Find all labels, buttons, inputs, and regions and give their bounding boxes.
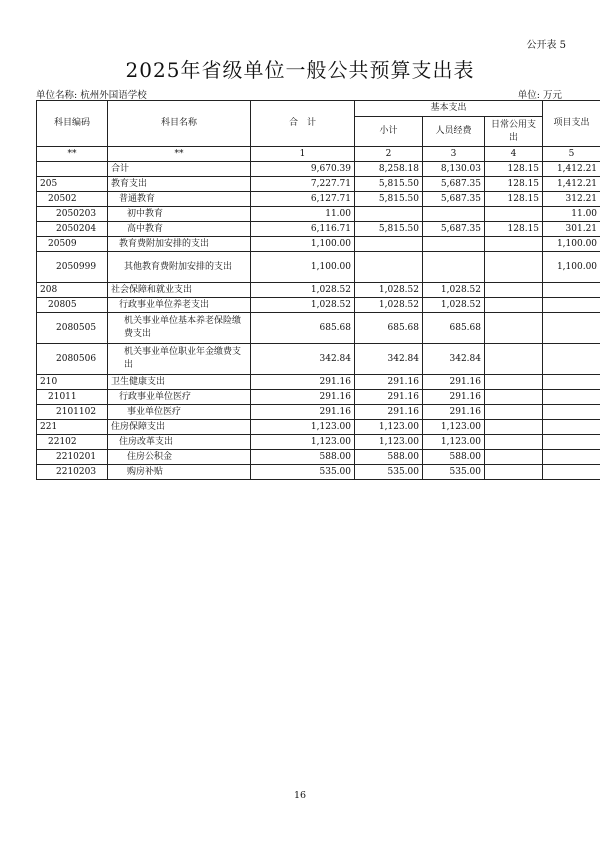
table-row: [37, 283, 600, 298]
row-personnel: 1,123.00: [423, 420, 485, 435]
row-code: [37, 162, 108, 177]
row-name: 住房公积金: [108, 450, 251, 465]
row-total: 342.84: [251, 344, 355, 375]
table-row: [37, 390, 600, 405]
table-row: [37, 237, 600, 252]
table-row: [37, 207, 600, 222]
row-personnel: 8,130.03: [423, 162, 485, 177]
row-public: [485, 465, 543, 480]
row-project: [543, 283, 600, 298]
row-personnel: 535.00: [423, 465, 485, 480]
table-row: [37, 192, 600, 207]
row-name: 普通教育: [108, 192, 251, 207]
row-subtotal: 342.84: [355, 344, 423, 375]
row-project: [543, 405, 600, 420]
row-total: 11.00: [251, 207, 355, 222]
row-subtotal: 5,815.50: [355, 222, 423, 237]
row-project: 11.00: [543, 207, 600, 222]
document-title: 2025年省级单位一般公共预算支出表: [125, 58, 475, 82]
row-code: 2210201: [37, 450, 108, 465]
row-project: 1,100.00: [543, 252, 600, 283]
table-row: [37, 298, 600, 313]
row-name: 行政事业单位医疗: [108, 390, 251, 405]
row-personnel: 5,687.35: [423, 192, 485, 207]
row-subtotal: 5,815.50: [355, 177, 423, 192]
table-row: [37, 420, 600, 435]
index-cell: **: [108, 147, 251, 162]
row-project: [543, 465, 600, 480]
row-personnel: 1,028.52: [423, 298, 485, 313]
row-total: 588.00: [251, 450, 355, 465]
row-public: 128.15: [485, 192, 543, 207]
row-total: 7,227.71: [251, 177, 355, 192]
unit-name: 单位名称: 杭州外国语学校: [36, 90, 147, 101]
row-name: 其他教育费附加安排的支出: [108, 252, 251, 283]
row-code: 20509: [37, 237, 108, 252]
index-row: [37, 147, 600, 162]
row-subtotal: 1,123.00: [355, 435, 423, 450]
row-subtotal: 535.00: [355, 465, 423, 480]
header-public: 日常公用支出: [485, 117, 543, 147]
row-name: 机关事业单位基本养老保险缴费支出: [108, 313, 251, 344]
row-name: 住房改革支出: [108, 435, 251, 450]
row-public: [485, 283, 543, 298]
row-total: 1,028.52: [251, 283, 355, 298]
row-public: [485, 252, 543, 283]
row-public: [485, 420, 543, 435]
header-project: 项目支出: [543, 101, 600, 147]
row-total: 535.00: [251, 465, 355, 480]
row-code: 2080505: [37, 313, 108, 344]
table-row: [37, 222, 600, 237]
row-code: 2080506: [37, 344, 108, 375]
row-project: [543, 313, 600, 344]
header-personnel: 人员经费: [423, 117, 485, 147]
row-personnel: 5,687.35: [423, 222, 485, 237]
row-public: 128.15: [485, 162, 543, 177]
row-personnel: 291.16: [423, 405, 485, 420]
row-project: [543, 420, 600, 435]
row-total: 1,123.00: [251, 420, 355, 435]
row-public: [485, 313, 543, 344]
row-total: 1,028.52: [251, 298, 355, 313]
row-public: [485, 450, 543, 465]
row-name: 合计: [108, 162, 251, 177]
row-public: [485, 237, 543, 252]
row-name: 高中教育: [108, 222, 251, 237]
index-cell: 1: [251, 147, 355, 162]
row-name: 购房补贴: [108, 465, 251, 480]
row-project: [543, 450, 600, 465]
row-code: 22102: [37, 435, 108, 450]
currency-unit: 单位: 万元: [517, 90, 562, 101]
row-public: [485, 298, 543, 313]
row-total: 1,123.00: [251, 435, 355, 450]
table-row: [37, 177, 600, 192]
row-subtotal: 8,258.18: [355, 162, 423, 177]
header-name: 科目名称: [108, 101, 251, 147]
row-name: 卫生健康支出: [108, 375, 251, 390]
header-basic: 基本支出: [355, 101, 543, 117]
row-project: [543, 298, 600, 313]
header-total: 合 计: [251, 101, 355, 147]
row-personnel: [423, 252, 485, 283]
table-row: [37, 405, 600, 420]
row-project: [543, 344, 600, 375]
table-row: [37, 450, 600, 465]
row-code: 221: [37, 420, 108, 435]
index-cell: 4: [485, 147, 543, 162]
row-personnel: 1,123.00: [423, 435, 485, 450]
row-public: [485, 390, 543, 405]
header-code: 科目编码: [37, 101, 108, 147]
row-public: 128.15: [485, 222, 543, 237]
row-code: 20502: [37, 192, 108, 207]
row-personnel: 588.00: [423, 450, 485, 465]
row-name: 社会保障和就业支出: [108, 283, 251, 298]
header-subtotal: 小计: [355, 117, 423, 147]
row-subtotal: 291.16: [355, 375, 423, 390]
row-total: 291.16: [251, 390, 355, 405]
row-name: 初中教育: [108, 207, 251, 222]
index-cell: 2: [355, 147, 423, 162]
row-subtotal: [355, 252, 423, 283]
row-personnel: 685.68: [423, 313, 485, 344]
row-personnel: 291.16: [423, 390, 485, 405]
row-personnel: 342.84: [423, 344, 485, 375]
row-code: 2050204: [37, 222, 108, 237]
row-total: 1,100.00: [251, 237, 355, 252]
table-row: [37, 313, 600, 344]
page-number: 16: [293, 790, 307, 801]
table-number-label: 公开表 5: [526, 40, 566, 51]
row-name: 教育支出: [108, 177, 251, 192]
row-code: 205: [37, 177, 108, 192]
row-total: 6,116.71: [251, 222, 355, 237]
row-subtotal: 5,815.50: [355, 192, 423, 207]
row-code: 2050999: [37, 252, 108, 283]
row-subtotal: [355, 207, 423, 222]
row-public: 128.15: [485, 177, 543, 192]
table-row: [37, 465, 600, 480]
row-code: 21011: [37, 390, 108, 405]
row-subtotal: 1,028.52: [355, 298, 423, 313]
index-cell: 3: [423, 147, 485, 162]
row-subtotal: 1,028.52: [355, 283, 423, 298]
row-subtotal: 588.00: [355, 450, 423, 465]
table-row: [37, 344, 600, 375]
row-personnel: [423, 207, 485, 222]
row-subtotal: [355, 237, 423, 252]
row-total: 291.16: [251, 405, 355, 420]
row-public: [485, 344, 543, 375]
index-cell: **: [37, 147, 108, 162]
row-code: 208: [37, 283, 108, 298]
row-project: 1,412.21: [543, 162, 600, 177]
row-project: [543, 390, 600, 405]
row-personnel: 1,028.52: [423, 283, 485, 298]
row-subtotal: 291.16: [355, 390, 423, 405]
row-total: 6,127.71: [251, 192, 355, 207]
row-name: 行政事业单位养老支出: [108, 298, 251, 313]
row-code: 20805: [37, 298, 108, 313]
row-project: 1,100.00: [543, 237, 600, 252]
row-total: 291.16: [251, 375, 355, 390]
row-personnel: 291.16: [423, 375, 485, 390]
row-code: 2101102: [37, 405, 108, 420]
budget-table: [36, 100, 600, 480]
row-project: [543, 435, 600, 450]
row-name: 事业单位医疗: [108, 405, 251, 420]
row-project: 1,412.21: [543, 177, 600, 192]
row-public: [485, 207, 543, 222]
row-name: 机关事业单位职业年金缴费支出: [108, 344, 251, 375]
table-row: [37, 252, 600, 283]
table-row: [37, 435, 600, 450]
row-total: 9,670.39: [251, 162, 355, 177]
row-public: [485, 375, 543, 390]
row-public: [485, 405, 543, 420]
row-project: 312.21: [543, 192, 600, 207]
row-code: 210: [37, 375, 108, 390]
row-subtotal: 1,123.00: [355, 420, 423, 435]
table-row: [37, 162, 600, 177]
row-total: 1,100.00: [251, 252, 355, 283]
index-cell: 5: [543, 147, 600, 162]
row-code: 2050203: [37, 207, 108, 222]
row-personnel: [423, 237, 485, 252]
row-code: 2210203: [37, 465, 108, 480]
row-project: 301.21: [543, 222, 600, 237]
row-name: 教育费附加安排的支出: [108, 237, 251, 252]
table-row: [37, 375, 600, 390]
row-name: 住房保障支出: [108, 420, 251, 435]
row-personnel: 5,687.35: [423, 177, 485, 192]
row-subtotal: 685.68: [355, 313, 423, 344]
row-total: 685.68: [251, 313, 355, 344]
row-public: [485, 435, 543, 450]
row-subtotal: 291.16: [355, 405, 423, 420]
row-project: [543, 375, 600, 390]
